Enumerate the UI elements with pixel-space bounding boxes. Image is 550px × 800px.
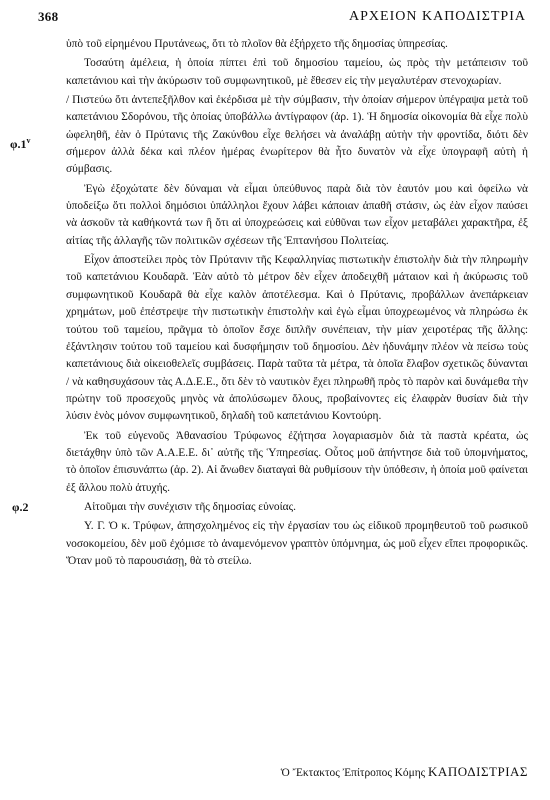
margin-note-folio-2: φ.2 bbox=[12, 500, 29, 514]
page-number: 368 bbox=[38, 9, 59, 24]
paragraph-5: Εἶχον ἀποστείλει πρὸς τὸν Πρύτανιν τῆς Κεφαλληνίας πιστωτικὴν ἐπιστολὴν διὰ τὴν πληρωμὴν τοῦ καπετάνιου Κουδαρᾶ. Ἐὰν αὐτὸ τὸ μέτρον δὲν εἶχεν ἀποδειχθῆ μάταιον καὶ ἡ ἀκύρωσις τοῦ συμφωνητικοῦ Κουδαρᾶ θὰ εἶχε καλὸν ἀποτέλεσμα. Καὶ ὁ Πρύτανις, προβάλλων ἀνεπάρκειαν χρημάτων, μοῦ ἐπέστρεψε τὴν πιστωτικὴν ἐπιστολὴν καὶ ἐγὼ εἶμαι ὑποχρεωμένος νὰ πληρώσω ἐκ τούτου τοῦ ταμείου, πρᾶγμα τὸ ὁποῖον ἔσχε διπλῆν συνέπειαν, τὴν μίαν χειροτέρας τῆς ἄλλης: ἐξάντλησιν τούτου τοῦ ταμείου καὶ δυσφήμησιν τοῦ δημοσίου. Δὲν ἠδυνάμην πλέον νὰ πείσω τοὺς καπετάνιους διὰ οἰκειοθελεῖς συμβάσεις. Παρὰ ταῦτα τὰ μέτρα, τὰ ὁποῖα ἔλαβον σχετικῶς δύνανται / νὰ καθησυχάσουν τὰς Α.Δ.Ε.Ε., ὅτι δὲν τὸ ναυτικὸν ἔχει πληρωθῆ πρὸς τὸ παρὸν καὶ δυνάμεθα τὴν πρώτην τοῦ προσεχοῦς μηνὸς νὰ ἀπολύσωμεν ὅλους, προβαίνοντες εἰς ἐλαφρὰν θυσίαν διὰ τὴν λύσιν ἑνὸς μόνον συμφωνητικοῦ, δηλαδὴ τοῦ καπετάνιου Κοντούρη. bbox=[66, 254, 528, 423]
folio-1-label: φ.1 bbox=[10, 137, 27, 151]
paragraph-2: Τοσαύτη ἀμέλεια, ἡ ὁποία πίπτει ἐπὶ τοῦ δημοσίου ταμείου, ὡς πρὸς τὴν μετάπεισιν τοῦ καπετάνιου καὶ τὴν ἀκύρωσιν τοῦ συμφωνητικοῦ, μὲ ἔθεσεν εἰς τὴν μεγαλυτέραν στενοχωρίαν. bbox=[66, 57, 528, 87]
paragraph-1: ὑπὸ τοῦ εἰρημένου Πρυτάνεως, ὅτι τὸ πλοῖον θὰ ἐξήρχετο τῆς δημοσίας ὑπηρεσίας. bbox=[66, 38, 448, 50]
paragraph-7: Αἰτοῦμαι τὴν συνέχισιν τῆς δημοσίας εὐνοίας. bbox=[84, 500, 296, 513]
running-head: ΑΡΧΕΙΟΝ ΚΑΠΟΔΙΣΤΡΙΑ bbox=[349, 9, 526, 24]
signature-block bbox=[281, 764, 528, 780]
paragraph-3: / Πιστεύω ὅτι ἀντεπεξῆλθον καὶ ἐκέρδισα μὲ τὴν σύμβασιν, τὴν ὁποίαν σήμερον ὑπέγραψα μετὰ τοῦ καπετάνιου Σδορόνου, τῆς ὁποίας ὑποβάλλω ἀντίγραφον (ἀρ. 1). Ἡ δημοσία οἰκονομία θὰ εἶχε πολὺ ὠφεληθῆ, ἐὰν ὁ Πρύτανις τῆς Ζακύνθου εἶχε θελήσει νὰ ἀναλάβῃ αὐτὴν τὴν φροντίδα, διότι δὲν σήμερον ἀλλὰ δέκα καὶ πλέον ἡμέρας ἐνωρίτερον θὰ ἦτο δυνατὸν νὰ εἶχε ὑπογραφῆ αὐτὴ ἡ σύμβασις. bbox=[66, 94, 528, 176]
signature-title: Ὁ Ἔκτακτος Ἐπίτροπος Κόμης bbox=[280, 767, 426, 779]
signature-name: ΚΑΠΟΔΙΣΤΡΙΑΣ bbox=[428, 764, 528, 779]
margin-note-folio-1 bbox=[10, 136, 31, 152]
folio-1-superscript: v bbox=[26, 136, 31, 145]
postscript: Υ. Γ. Ὁ κ. Τρύφων, ἀπησχολημένος εἰς τὴν ἐργασίαν του ὡς εἰδικοῦ προμηθευτοῦ τοῦ ρωσικοῦ νοσοκομείου, δὲν μοῦ ἐχόμισε τὸ ἀναμενόμενον γραπτὸν ὑπόμνημα, ὡς μοῦ εἶχεν εἴπει προφορικῶς. Ὅταν μοῦ τὸ παρουσιάσῃ, θὰ τὸ στείλω. bbox=[66, 520, 528, 567]
paragraph-6: Ἐκ τοῦ εὐγενοῦς Ἀθανασίου Τρύφωνος ἐζήτησα λογαριασμὸν διὰ τὰ παστὰ κρέατα, ὡς διετάχθην ὑπὸ τῶν Α.Α.Ε.Ε. δι᾽ αὐτῆς τῆς Ὑπηρεσίας. Οὗτος μοῦ ἀπήντησε διὰ τοῦ ὑπομνήματος, τὸ ὁποῖον ἐπισυνάπτω (ἀρ. 2). Αἱ ἄνωθεν διαταγαὶ θὰ ρυθμίσουν τὴν ὑπόθεσιν, ἡ ὁποία μοῦ φαίνεται ἐξ ἄλλου πολὺ ἀτυχής. bbox=[66, 429, 528, 494]
letter-body bbox=[66, 36, 528, 572]
paragraph-4: Ἐγὼ ἐξοχώτατε δὲν δύναμαι νὰ εἶμαι ὑπεύθυνος παρὰ διὰ τὸν ἑαυτόν μου καὶ ὀφείλω νὰ ὑποδείξω ὅτι πολλοὶ δημόσιοι ὑπάλληλοι ἔχουν λάβει κάποιαν ἀπαθῆ στάσιν, ὡς ἐὰν εἶχον παύσει νὰ ἀσκοῦν τὰ καθήκοντά των ἢ ὅτι αἱ ὑποχρεώσεις καὶ εὐθῦναι των εἶχον μεταβάλει χαρακτῆρα, ἐξ αἰτίας τῆς ἀλλαγῆς τῶν πολιτικῶν σχέσεων τῆς Ἑπτανήσου Πολιτείας. bbox=[66, 182, 528, 247]
page-header bbox=[38, 9, 526, 29]
